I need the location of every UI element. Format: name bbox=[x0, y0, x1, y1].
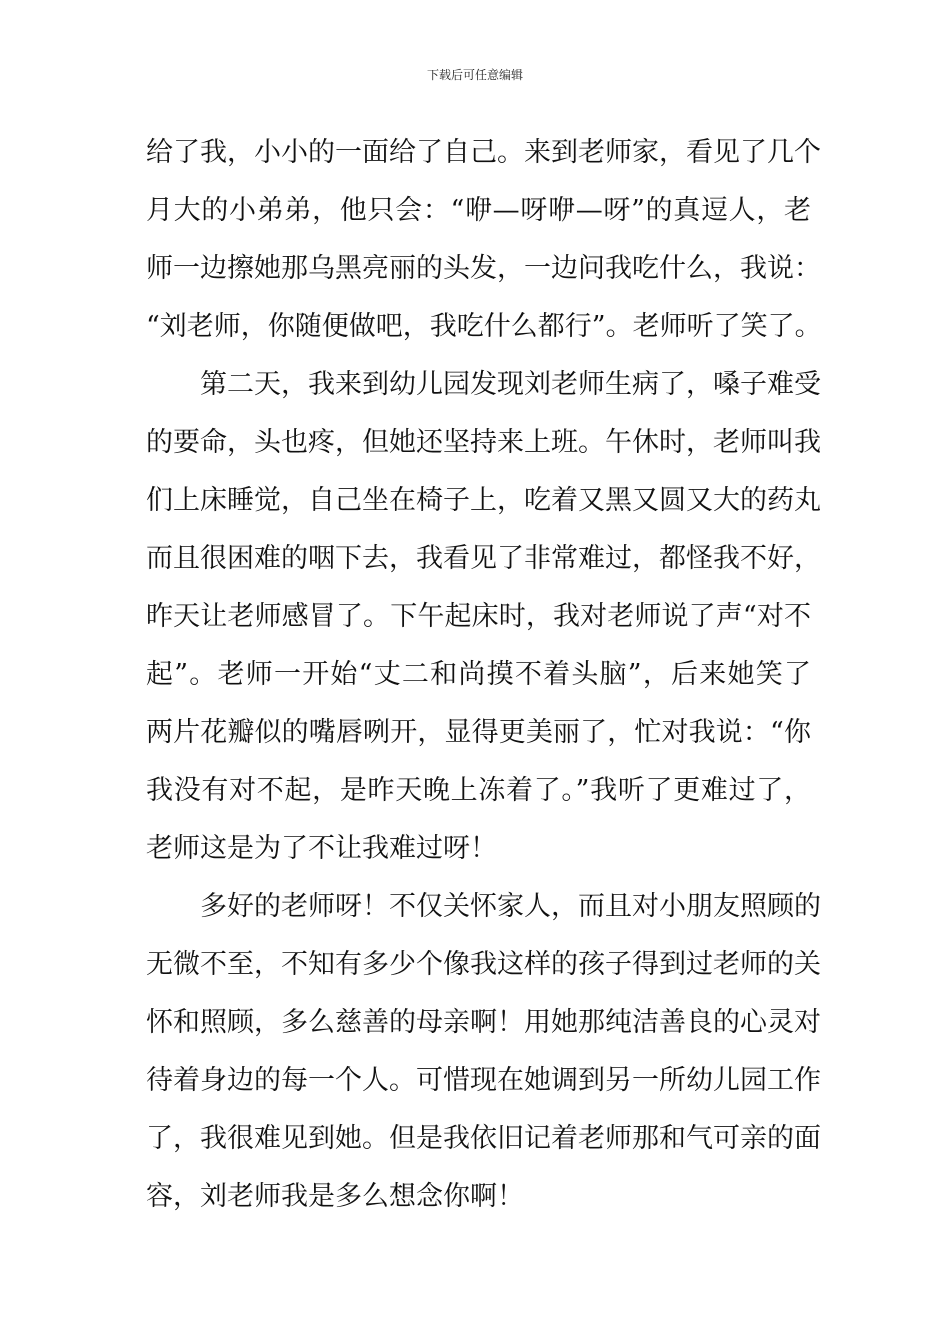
text-line: 月大的小弟弟，他只会：“咿—呀咿—呀”的真逗人，老 bbox=[146, 195, 811, 226]
paragraph-3 bbox=[146, 878, 821, 1226]
text-line: 们上床睡觉，自己坐在椅子上，吃着又黑又圆又大的药丸 bbox=[146, 485, 821, 516]
text-line: 无微不至，不知有多少个像我这样的孩子得到过老师的关 bbox=[146, 949, 821, 980]
text-line: 而且很困难的咽下去，我看见了非常难过，都怪我不好， bbox=[146, 543, 821, 574]
text-line: 起”。老师一开始“丈二和尚摸不着头脑”，后来她笑了 bbox=[146, 659, 811, 690]
text-line: 了，我很难见到她。但是我依旧记着老师那和气可亲的面 bbox=[146, 1123, 821, 1154]
text-line: 多好的老师呀！不仅关怀家人，而且对小朋友照顾的 bbox=[200, 891, 821, 922]
text-line: 昨天让老师感冒了。下午起床时，我对老师说了声“对不 bbox=[146, 601, 811, 632]
text-line: 容，刘老师我是多么想念你啊！ bbox=[146, 1181, 524, 1212]
text-line: 两片花瓣似的嘴唇咧开，显得更美丽了，忙对我说：“你 bbox=[146, 717, 811, 748]
page-header: 下载后可任意编辑 bbox=[426, 68, 523, 82]
text-line: 师一边擦她那乌黑亮丽的头发，一边问我吃什么，我说： bbox=[146, 253, 821, 284]
text-line: 第二天，我来到幼儿园发现刘老师生病了，嗓子难受 bbox=[200, 369, 821, 400]
text-line: “刘老师，你随便做吧，我吃什么都行”。老师听了笑了。 bbox=[146, 311, 822, 342]
paragraph-2 bbox=[146, 356, 821, 878]
text-line: 我没有对不起，是昨天晚上冻着了。”我听了更难过了， bbox=[146, 775, 811, 806]
paragraph-1 bbox=[146, 124, 822, 356]
text-line: 待着身边的每一个人。可惜现在她调到另一所幼儿园工作 bbox=[146, 1065, 821, 1096]
text-line: 怀和照顾，多么慈善的母亲啊！用她那纯洁善良的心灵对 bbox=[146, 1007, 821, 1038]
text-line: 老师这是为了不让我难过呀！ bbox=[146, 833, 497, 864]
text-line: 给了我，小小的一面给了自己。来到老师家，看见了几个 bbox=[146, 137, 821, 168]
document-body bbox=[146, 124, 822, 1226]
text-line: 的要命，头也疼，但她还坚持来上班。午休时，老师叫我 bbox=[146, 427, 821, 458]
